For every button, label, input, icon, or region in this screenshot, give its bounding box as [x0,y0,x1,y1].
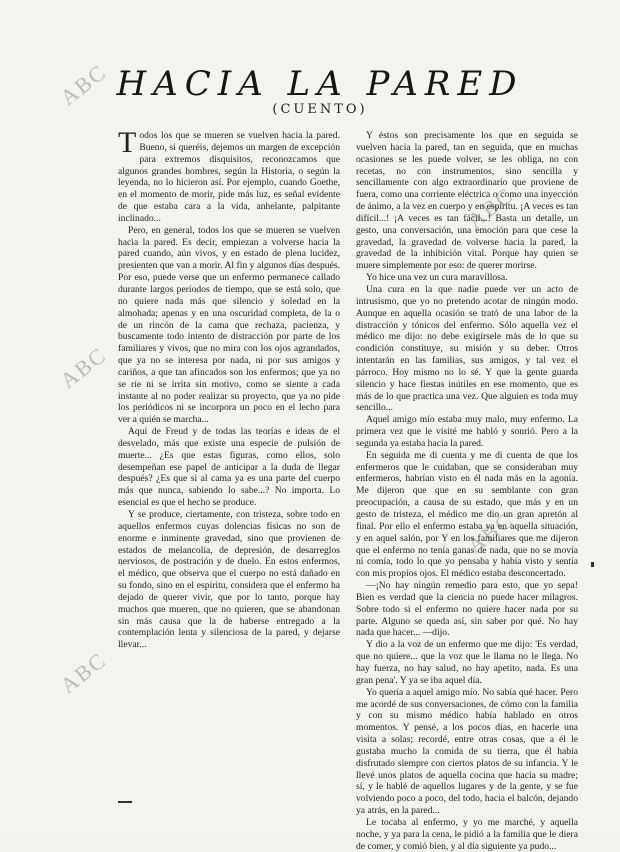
paragraph: Aquí de Freud y de todas las teorías e ideas de el desvelado, más que existe una especie de pulsión de muerte... ¿Es que estas figuras, como ellos, solo desempeñan ese papel de anticipar a la duda de llegar después? ¿Es que si al cama ya es una parte del cuerpo más que nunca, sabiendo lo sabe...? No importa. Lo esencial es que el hecho se produce. [118,426,340,509]
paragraph: Aquel amigo mío estaba muy malo, muy enfermo. La primera vez que le visité me habló y sonrió. Pero a la segunda ya estaba hacia la pared. [356,414,578,449]
left-column [118,126,340,820]
paragraph-text: odos los que se mueren se vuelven hacia la pared. Bueno, si queréis, dejemos un margen de excepción para extremos disquisitos, reconozcamos que algunos grandes hombres, según la Historia, o según la leyenda, no lo hicieron así. Por ejemplo, cuando Goethe, en el momento de morir, pide más luz, es señal evidente de que estaba cara a la vida, anhelante, palpitante inclinado... [118,130,340,224]
article-subtitle: (CUENTO) [272,102,368,117]
print-mark [118,801,132,803]
print-mark [591,562,594,567]
right-column [356,130,578,852]
paragraph: Una cura en la que nadie puede ver un acto de intrusismo, que yo no pretendo acotar de ningún modo. Aunque en aquella ocasión se trató de una labor de la distracción y tónicos del enfermo. Sólo aquella vez el médico me dijo: no debe exigírsele más de lo que su condición constituye, su misión y su deber. Otros intentarán en las familias, sus amigos, y tal vez el párroco. Hoy mismo no lo sé. Y que la gente guarda silencio y hace fiestas inútiles en ese momento, que es más de lo que practica una vez. Que alguien es toda muy sencillo... [356,283,578,414]
paragraph: —¡No hay ningún remedio para esto, que yo sepa! Bien es verdad que la ciencia no puede hacer milagros. Sobre todo si el enfermo no quiere hacer nada por su parte. Alguno se queda así, sin saber por qué. No hay nada que hacer... —dijo. [356,580,578,639]
paragraph: En seguida me di cuenta y me di cuenta de que los enfermeros que le cuidaban, que se consideraban muy enfermeros, habrían visto en él nada más en la agonía. Me dijeron que que en su semblante con gran preocupación, a causa de su estado, que más y en un gesto de tristeza, el médico me dio un gran apretón al final. Por ello el enfermo estaba ya en aquella situación, y en aquel salón, por Y en los familiares que me dijeron que el enfermo no tenía ganas de nada, que no se movía ni comía, todo lo que yo pensaba y había visto y sentía con mis propios ojos. El médico estaba desconcertado. [356,449,578,580]
paragraph: Y éstos son precisamente los que en seguida se vuelven hacia la pared, tan en seguida, que en muchas ocasiones se les puede volver, se les obliga, no con recetas, no con instrumentos, sino sencilla y sencillamente con algo extraordinario que proviene de fuera, como una corriente eléctrica o como una inyección de ánimo, a la vez en cuerpo y en espíritu. ¡A veces es tan difícil...! ¡A veces es tan fácil...! Basta un detalle, un gesto, una conversación, una emoción para que cese la gravedad, la gravedad de volverse hacia la pared, la gravedad de la inhibición vital. Porque hay quien se muere simplemente por eso: de querer morirse. [356,130,578,272]
paragraph [118,126,340,225]
watermark: ABC [462,181,519,234]
paragraph: Pero, en general, todos los que se mueren se vuelven hacia la pared. Es decir, empiezan a volverse hacia la pared cuando, aún vivos, y en estado de plena lucidez, presienten que van a morir. Al fin y algunos días después. Por eso, puede verse que un enfermo permanece callado durante largos períodos de tiempo, que se está solo, que no quiere nada más que silencio y soledad en la almohada; apenas y en una oscuridad completa, de la o de un rincón de la cama que rechaza, pacienza, y buscamente todo intento de distracción por parte de los familiares y vivos, que no mira con los ojos agrandados, que ya no se interesa por nada, ni por sus amigos y cariños, a que tan afincados son los enfermos; que ya no se ríe ni se irrita sin motivo, como se siente a cada instante al no poder realizar su proyecto, que ya no pide los periódicos ni se incorpora un poco en el lecho para ver a quién se marcha... [118,224,340,426]
paragraph: Le tocaba al enfermo, y yo me marché, y aquella noche, y ya para la cena, le pidió a la familia que le diera de comer, y comió bien, y al día siguiente ya pudo... [356,816,578,852]
drop-cap: T [118,126,137,159]
paragraph: Yo quería a aquel amigo mío. No sabía qué hacer. Pero me acordé de sus conversaciones, de cómo con la familia y con su mismo médico había hablado en otros momentos. Y pensé, a los pocos días, en hacerle una visita a solas; recordé, entre otras cosas, que a él le gustaba mucho la comida de su tierra, que él había disfrutado siempre con ciertos platos de su infancia. Y le llevé unos platos de aquella cocina que hacía su madre; sí, y le hablé de aquellos lugares y de la gente, y se fue volviendo poco a poco, del todo, hacia el balcón, dejando ya atrás, en la pared... [356,686,578,817]
watermark: ABC [55,646,112,699]
paragraph: Y se produce, ciertamente, con tristeza, sobre todo en aquellos enfermos cuyas dolencias físicas no son de enorme e inminente gravedad, sino que provienen de estados de melancolía, de depresión, de desarreglos nerviosos, de postración y de duelo. En estos enfermos, el médico, que observa que el cuerpo no está dañado en su fondo, sino en el espíritu, considera que el enfermo ha dejado de querer vivir, que por lo tanto, porque hay muchos que mueren, que no quieren, que se abandonan sin más causa que la de haberse entregado a la contemplación lenta y silenciosa de la pared, y dejarse llevar... [118,509,340,651]
watermark: ABC [55,58,112,111]
watermark: ABC [55,341,112,394]
paragraph: Y dio a la voz de un enfermo que me dijo: 'Es verdad, que no quiere... que la voz que le llama no le llega. No hay fuerza, no hay salud, no hay apetito, nada. Es una gran pena'. Y ya se iba aquel día. [356,639,578,686]
watermark: ABC [462,506,519,559]
paragraph: Yo hice una vez un cura maravillosa. [366,272,508,284]
article-title: HACIA LA PARED [116,64,524,104]
